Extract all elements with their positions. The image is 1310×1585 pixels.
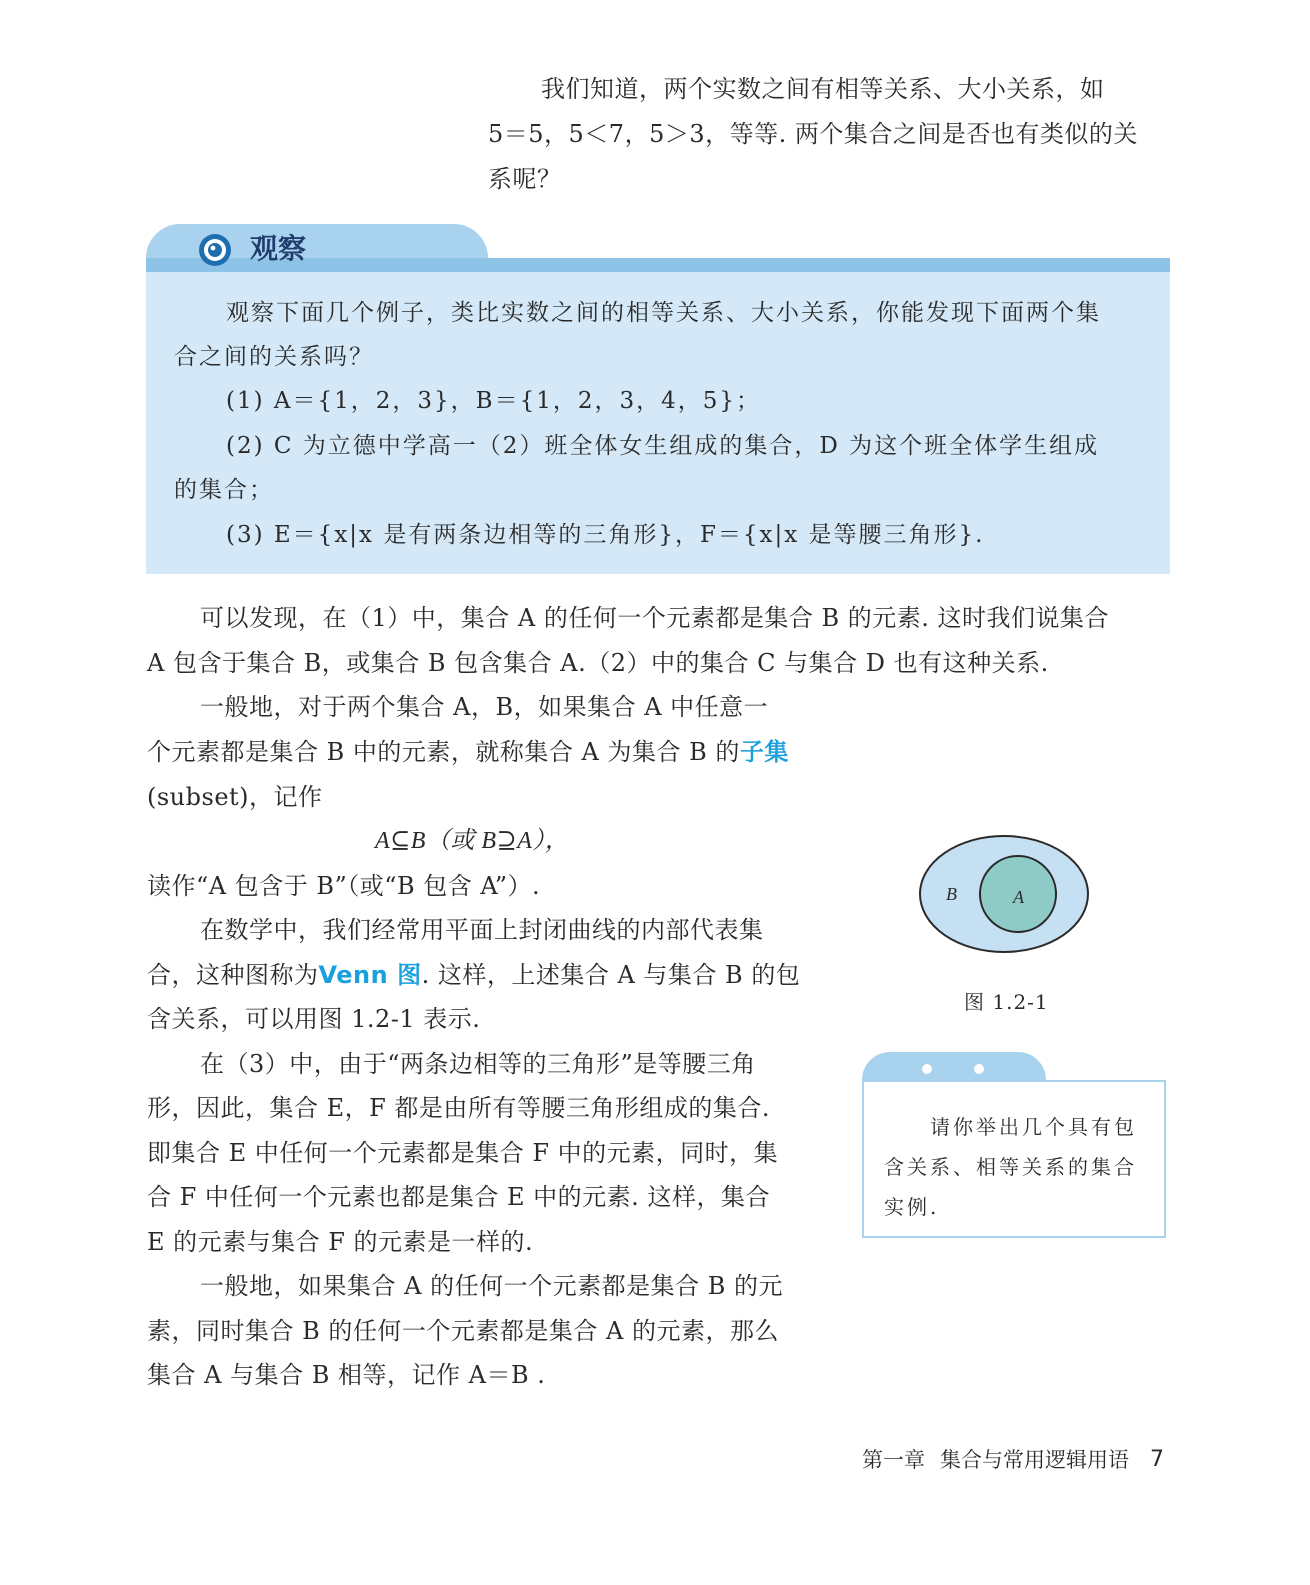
body-p2-line-3: (subset)，记作 [147, 783, 323, 811]
venn-sentence-post: . 这样，上述集合 A 与集合 B 的包 [421, 961, 801, 989]
body-p1-line-2: A 包含于集合 B，或集合 B 包含集合 A.（2）中的集合 C 与集合 D 也有这种关系. [147, 649, 1049, 677]
footer-chapter: 第一章 [862, 1448, 925, 1472]
body-p5-line-1: 一般地，如果集合 A 的任何一个元素都是集合 B 的元 [200, 1272, 783, 1300]
page-number: 7 [1150, 1447, 1164, 1472]
observe-example-3: (3) E＝{x|x 是有两条边相等的三角形}，F＝{x|x 是等腰三角形}. [226, 522, 985, 548]
note-dot-icon [974, 1064, 984, 1074]
venn-outer-label: B [946, 884, 957, 904]
body-p2-line-2 [147, 737, 789, 767]
observe-icon [197, 232, 233, 268]
observe-box [146, 272, 1170, 574]
body-p2-line-4: 读作“A 包含于 B”（或“B 包含 A”）. [147, 872, 541, 900]
figure-caption: 图 1.2-1 [964, 990, 1049, 1014]
body-p4-line-1: 在（3）中，由于“两条边相等的三角形”是等腰三角 [200, 1050, 756, 1078]
note-box [862, 1080, 1166, 1238]
body-p2-line-1: 一般地，对于两个集合 A，B，如果集合 A 中任意一 [200, 693, 769, 721]
body-p4-line-4: 合 F 中任何一个元素也都是集合 E 中的元素. 这样，集合 [147, 1183, 770, 1211]
subset-keyword: 子集 [739, 738, 789, 766]
observe-paragraph-1: 观察下面几个例子，类比实数之间的相等关系、大小关系，你能发现下面两个集 [226, 300, 1101, 326]
body-p4-line-3: 即集合 E 中任何一个元素都是集合 F 中的元素，同时，集 [147, 1139, 779, 1167]
body-p3-line-2 [147, 960, 800, 990]
body-p3-line-3: 含关系，可以用图 1.2-1 表示. [147, 1005, 481, 1033]
note-line-1: 请你举出几个具有包 [930, 1115, 1137, 1139]
observe-example-2b: 的集合； [174, 477, 274, 503]
subset-sentence: 个元素都是集合 B 中的元素，就称集合 A 为集合 B 的 [147, 738, 740, 766]
venn-inner-label: A [1013, 887, 1024, 907]
note-line-2: 含关系、相等关系的集合 [884, 1155, 1137, 1179]
body-p4-line-5: E 的元素与集合 F 的元素是一样的. [147, 1228, 534, 1256]
body-p1-line-1: 可以发现，在（1）中，集合 A 的任何一个元素都是集合 B 的元素. 这时我们说集合 [200, 604, 1110, 632]
subset-formula: A⊆B（或 B⊇A）， [375, 828, 570, 854]
intro-line-2: 5＝5，5＜7，5＞3，等等. 两个集合之间是否也有类似的关 [488, 120, 1138, 148]
venn-sentence-pre: 合，这种图称为 [147, 961, 319, 989]
body-p5-line-2: 素，同时集合 B 的任何一个元素都是集合 A 的元素，那么 [147, 1317, 779, 1345]
body-p3-line-1: 在数学中，我们经常用平面上封闭曲线的内部代表集 [200, 916, 764, 944]
observe-title: 观察 [250, 232, 307, 265]
observe-example-1: (1) A＝{1，2，3}，B＝{1，2，3，4，5}； [226, 388, 762, 414]
intro-line-1: 我们知道，两个实数之间有相等关系、大小关系，如 [541, 75, 1105, 103]
observe-paragraph-1b: 合之间的关系吗？ [174, 344, 374, 370]
venn-keyword: Venn 图 [318, 961, 422, 989]
intro-line-3: 系呢？ [488, 165, 562, 193]
observe-example-2: (2) C 为立德中学高一（2）班全体女生组成的集合，D 为这个班全体学生组成 [226, 433, 1100, 459]
footer-title: 集合与常用逻辑用语 [940, 1448, 1129, 1472]
note-line-3: 实例. [884, 1195, 940, 1219]
body-p4-line-2: 形，因此，集合 E，F 都是由所有等腰三角形组成的集合. [147, 1094, 771, 1122]
note-dot-icon [922, 1064, 932, 1074]
venn-diagram [916, 832, 1092, 956]
body-p5-line-3: 集合 A 与集合 B 相等，记作 A＝B . [147, 1361, 546, 1389]
